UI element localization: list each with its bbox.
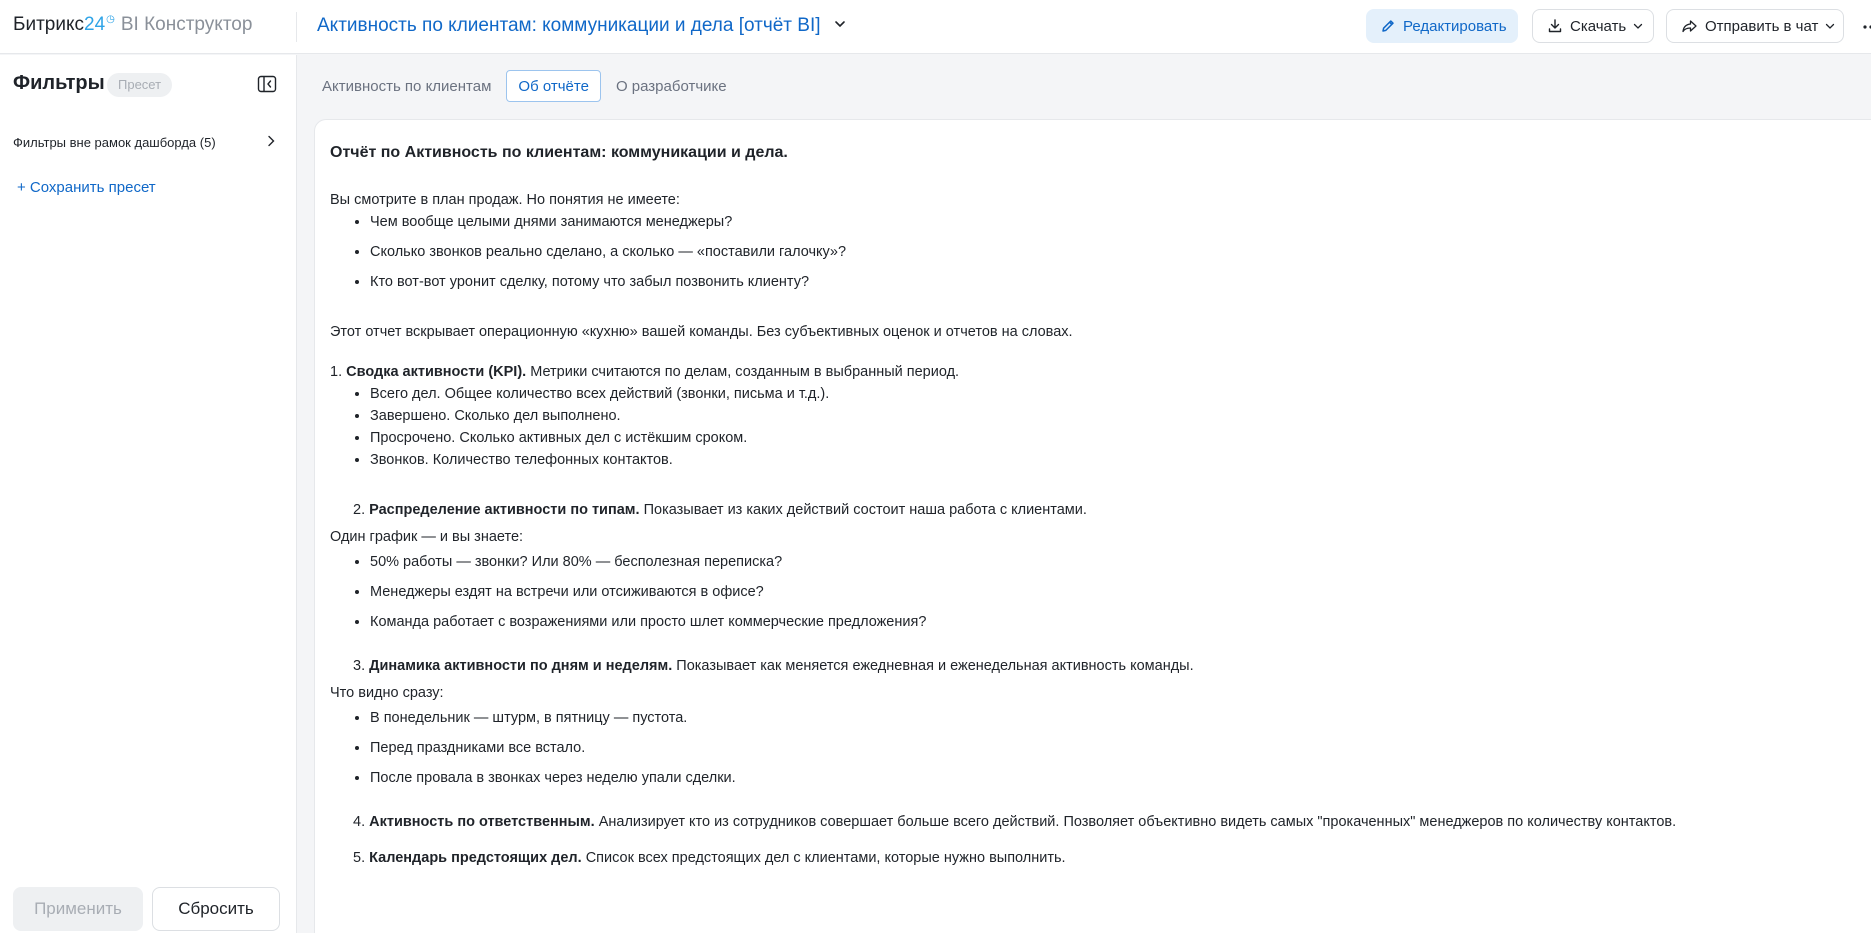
section-title: Распределение активности по типам. (369, 502, 640, 518)
header-divider (296, 12, 297, 42)
filters-outside-dashboard[interactable] (13, 127, 277, 157)
list-item: • Кто вот-вот уронит сделку, потому что забыл позвонить клиенту? (370, 271, 1870, 293)
list-item: • Чем вообще целыми днями занимаются менеджеры? (370, 211, 1870, 233)
filters-sidebar (0, 55, 297, 933)
edit-button[interactable] (1366, 9, 1518, 43)
brand-logo[interactable] (13, 14, 252, 36)
download-icon (1547, 18, 1563, 34)
intro-list (330, 211, 1870, 293)
list-item: • Сколько звонков реально сделано, а сколько — «поставили галочку»? (370, 241, 1870, 263)
doc-title: Отчёт по Активность по клиентам: коммуникации и дела. (330, 144, 788, 161)
list-item: • Перед праздниками все встало. (370, 737, 1870, 759)
send-to-chat-button[interactable] (1666, 9, 1844, 43)
tab-client-activity[interactable]: Активность по клиентам (322, 77, 492, 95)
download-button[interactable] (1532, 9, 1654, 43)
section-text: Список всех предстоящих дел с клиентами, которые нужно выполнить. (581, 850, 1066, 866)
list-item: • Просрочено. Сколько активных дел с истёкшим сроком. (370, 427, 1870, 449)
section-title: Активность по ответственным. (369, 814, 595, 830)
section-title: Календарь предстоящих дел. (369, 850, 582, 866)
download-label: Скачать (1570, 17, 1627, 35)
preset-badge[interactable]: Пресет (107, 73, 172, 97)
section-1-list (330, 383, 1870, 471)
app-header (0, 0, 1871, 54)
tab-about-report[interactable]: Об отчёте (506, 70, 601, 102)
section-2-lead: Один график — и вы знаете: (330, 529, 524, 545)
filters-title: Фильтры (13, 72, 105, 94)
panel-collapse-icon[interactable] (257, 75, 277, 93)
list-item: • Всего дел. Общее количество всех действий (звонки, письма и т.д.). (370, 383, 1870, 405)
section-number: 5. (353, 850, 366, 866)
section-3-list (330, 707, 1870, 789)
section-text: Показывает как меняется ежедневная и еженедельная активность команды. (672, 658, 1194, 674)
section-number: 2. (353, 502, 366, 518)
chevron-down-icon (1824, 20, 1836, 32)
section-number: 3. (353, 658, 366, 674)
clock-icon: ◷ (106, 14, 115, 25)
list-item: • Менеджеры ездят на встречи или отсиживаются в офисе? (370, 581, 1870, 603)
list-item: • Команда работает с возражениями или просто шлет коммерческие предложения? (370, 611, 1870, 633)
report-title: Активность по клиентам: коммуникации и дела [отчёт BI] (317, 15, 821, 36)
section-5-heading (330, 847, 1870, 869)
apply-button[interactable]: Применить (13, 887, 143, 931)
doc-summary: Этот отчет вскрывает операционную «кухню» вашей команды. Без субъективных оценок и отчетов на словах. (330, 324, 1073, 340)
brand-product: BI Конструктор (120, 14, 253, 35)
section-title: Динамика активности по дням и неделям. (369, 658, 673, 674)
report-content (314, 119, 1871, 933)
filters-outside-label: Фильтры вне рамок дашборда (5) (13, 134, 216, 150)
reset-button[interactable]: Сбросить (152, 887, 280, 931)
section-1-heading (330, 361, 1870, 383)
send-label: Отправить в чат (1705, 17, 1819, 35)
chevron-down-icon (1632, 20, 1644, 32)
section-text: Метрики считаются по делам, созданным в выбранный период. (526, 364, 960, 380)
pencil-icon (1380, 18, 1396, 34)
section-text: Анализирует кто из сотрудников совершает больше всего действий. Позволяет объективно видеть самых "прокаченных" менеджеров по количеству контактов. (594, 814, 1677, 830)
list-item: • Звонков. Количество телефонных контактов. (370, 449, 1870, 471)
brand-name: Битрикс (13, 14, 84, 35)
report-tabs (310, 70, 739, 102)
list-item: • 50% работы — звонки? Или 80% — бесполезная переписка? (370, 551, 1870, 573)
list-item: • После провала в звонках через неделю упали сделки. (370, 767, 1870, 789)
section-4-heading (330, 811, 1870, 833)
section-3-heading (330, 655, 1870, 677)
save-preset-button[interactable]: + Сохранить пресет (17, 179, 156, 196)
brand-24: 24 (84, 14, 106, 35)
share-arrow-icon (1681, 18, 1698, 34)
list-item: • В понедельник — штурм, в пятницу — пустота. (370, 707, 1870, 729)
doc-intro: Вы смотрите в план продаж. Но понятия не имеете: (330, 192, 680, 208)
list-item: • Завершено. Сколько дел выполнено. (370, 405, 1870, 427)
section-number: 1. (330, 364, 343, 380)
section-2-heading (330, 499, 1870, 521)
chevron-right-icon (265, 134, 277, 151)
section-3-lead: Что видно сразу: (330, 685, 444, 701)
section-2-list (330, 551, 1870, 633)
more-icon[interactable] (1862, 18, 1871, 36)
section-title: Сводка активности (KPI). (346, 364, 527, 380)
tab-about-developer[interactable]: О разработчике (615, 77, 727, 95)
report-description (330, 142, 1870, 869)
report-title-selector[interactable] (317, 15, 847, 37)
chevron-down-icon (833, 15, 847, 37)
section-text: Показывает из каких действий состоит наша работа с клиентами. (639, 502, 1087, 518)
edit-label: Редактировать (1403, 17, 1507, 35)
section-number: 4. (353, 814, 366, 830)
